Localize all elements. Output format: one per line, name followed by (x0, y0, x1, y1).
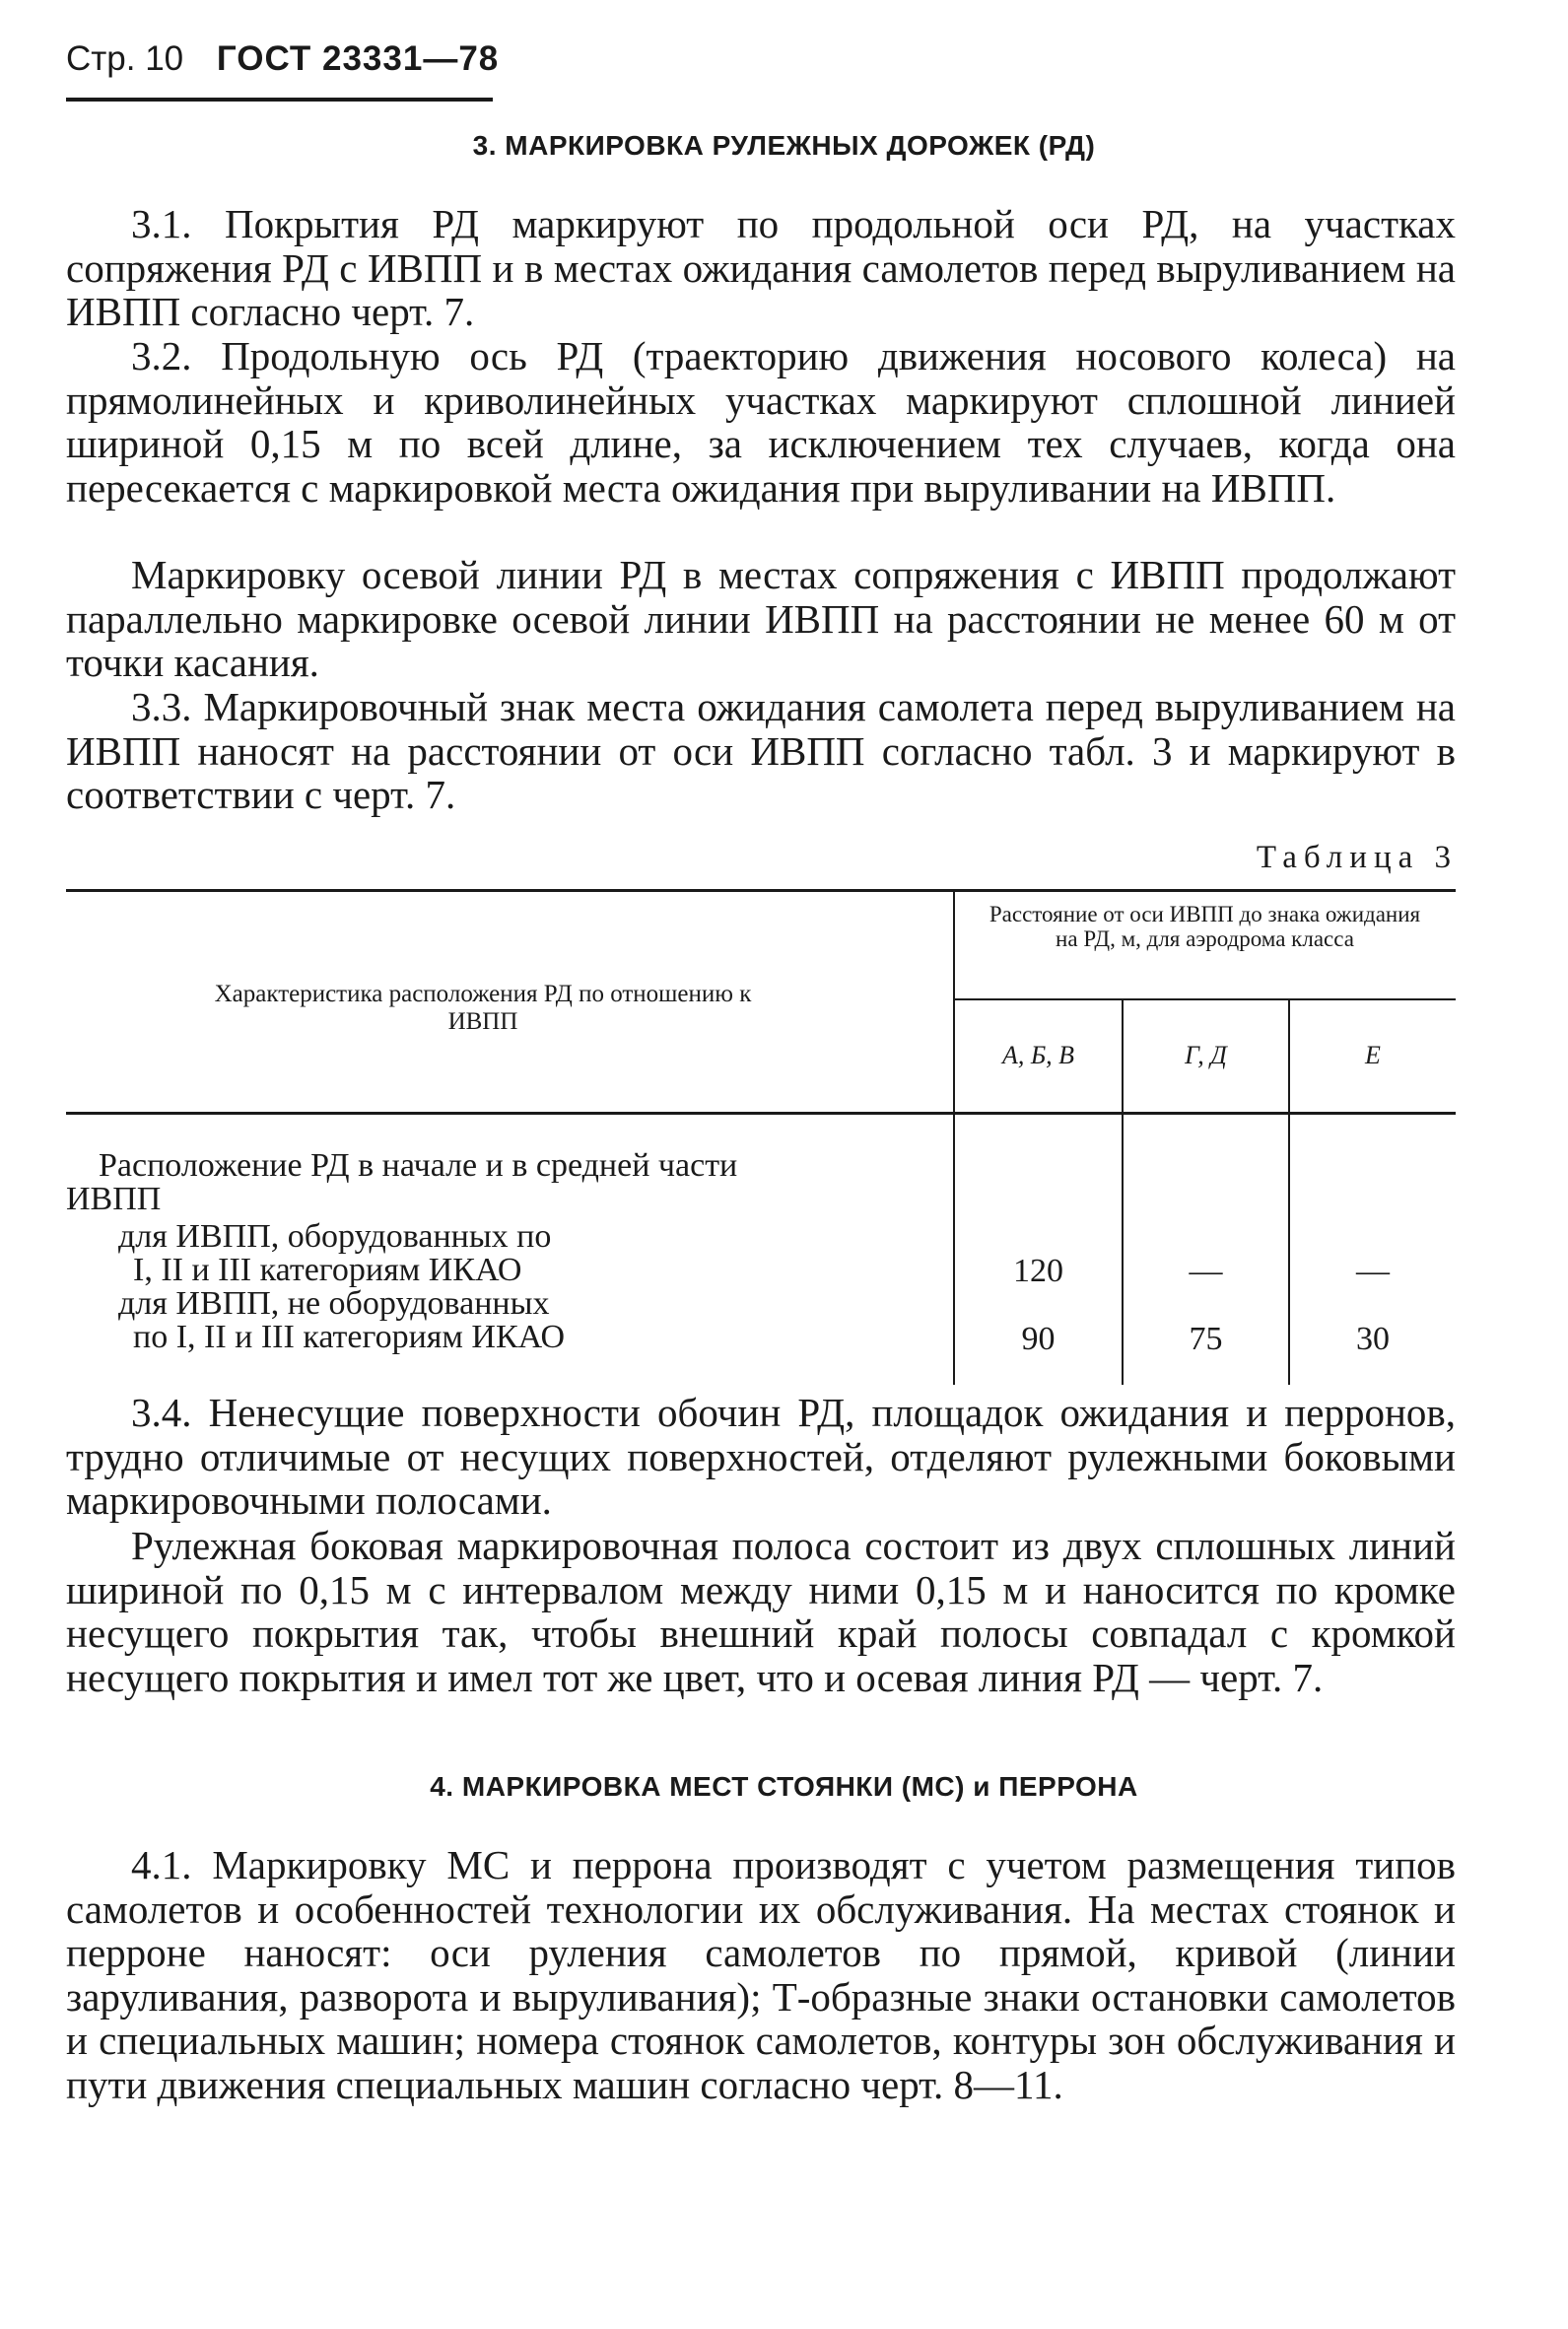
paragraph-3-4-cont: Рулежная боковая маркировочная полоса состоит из двух сплошных линий шириной по 0,15 м с интервалом между ними 0,15 м и наносится по кромке несущего покрытия так, чтобы внешний край полосы совпадал с кромкой несущего покрытия и имел тот же цвет, что и осевая линия РД — черт. 7. (66, 1523, 1456, 1700)
table-class-3: Е (1365, 1041, 1381, 1069)
table-cell: — (1189, 1253, 1223, 1289)
table-vline-1 (953, 892, 955, 1385)
table-class-1: А, Б, В (1001, 1041, 1075, 1069)
table-col-header-left: Характеристика расположения РД по отношению к ИВПП (214, 981, 752, 1035)
section-4-title: 4. МАРКИРОВКА МЕСТ СТОЯНКИ (МС) и ПЕРРОНА (430, 1771, 1138, 1802)
page-number: Стр. 10 (66, 39, 184, 78)
section-3-title: 3. МАРКИРОВКА РУЛЕЖНЫХ ДОРОЖЕК (РД) (472, 130, 1096, 161)
table-cell: 90 (1021, 1321, 1056, 1357)
paragraph-3-2: 3.2. Продольную ось РД (траекторию движения носового колеса) на прямолинейных и криволинейных участках маркируют сплошной линией шириной 0,15 м по всей длине, за исключением тех случаев, когда она пересекается с маркировкой места ожидания при выруливании на ИВПП. (66, 333, 1456, 511)
table-caption: Таблица 3 (1256, 840, 1458, 875)
table-row-label-1a: для ИВПП, оборудованных по (118, 1218, 552, 1255)
header-rule (66, 98, 493, 102)
table-row-title-2: ИВПП (66, 1181, 162, 1217)
standard-number: ГОСТ 23331—78 (216, 39, 500, 78)
table-cell: 120 (1013, 1253, 1063, 1289)
paragraph-3-4: 3.4. Ненесущие поверхности обочин РД, площадок ожидания и перронов, трудно отличимые от несущих поверхностей, отделяют рулежными боковыми маркировочными полосами. (66, 1390, 1456, 1523)
table-cell: 30 (1356, 1321, 1390, 1357)
paragraph-3-2-cont: Маркировку осевой линии РД в местах сопряжения с ИВПП продолжают параллельно маркировке осевой линии ИВПП на расстоянии не менее 60 м от точки касания. (66, 552, 1456, 685)
table-header-rule (66, 1112, 1456, 1115)
table-cell: — (1356, 1253, 1390, 1289)
paragraph-4-1: 4.1. Маркировку МС и перрона производят с учетом размещения типов самолетов и особенностей технологии их обслуживания. На местах стоянок и перроне наносят: оси руления самолетов по прямой, кривой (линии заруливания, разворота и выруливания); Т-образные знаки остановки самолетов и специальных машин; номера стоянок самолетов, контуры зон обслуживания и пути движения специальных машин согласно черт. 8—11. (66, 1842, 1456, 2107)
paragraph-3-1: 3.1. Покрытия РД маркируют по продольной оси РД, на участках сопряжения РД с ИВПП и в местах ожидания самолетов перед выруливанием на ИВПП согласно черт. 7. (66, 201, 1456, 334)
table-row-label-2a: для ИВПП, не оборудованных (118, 1285, 550, 1322)
table-col-header-group: Расстояние от оси ИВПП до знака ожидания на РД, м, для аэродрома класса (989, 902, 1421, 951)
table-group-rule (955, 998, 1456, 1000)
table-top-rule (66, 889, 1456, 892)
page-header (66, 39, 499, 79)
table-cell: 75 (1189, 1321, 1223, 1357)
table-class-2: Г, Д (1185, 1041, 1227, 1069)
table-row-title: Расположение РД в начале и в средней части (99, 1147, 738, 1184)
table-row-label-2b: по I, II и III категориям ИКАО (133, 1319, 566, 1355)
table-row-label-1b: I, II и III категориям ИКАО (133, 1252, 522, 1288)
paragraph-3-3: 3.3. Маркировочный знак места ожидания самолета перед выруливанием на ИВПП наносят на расстоянии от оси ИВПП согласно табл. 3 и маркируют в соответствии с черт. 7. (66, 684, 1456, 817)
